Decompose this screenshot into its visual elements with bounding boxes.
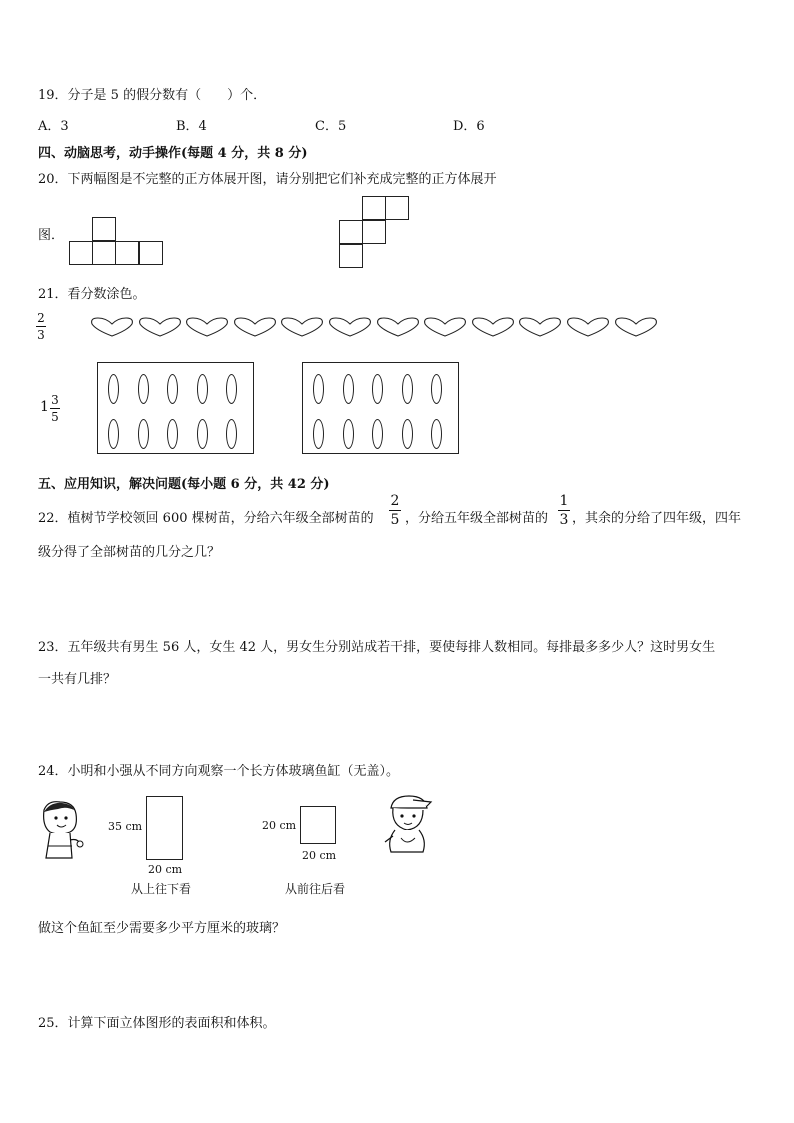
front-view-square bbox=[300, 806, 336, 844]
ellipse-shape bbox=[138, 374, 149, 404]
net1-square bbox=[92, 241, 116, 265]
ellipse-shape bbox=[431, 374, 442, 404]
ellipse-shape bbox=[343, 374, 354, 404]
q23-line1: 23．五年级共有男生 56 人，女生 42 人，男女生分别站成若干排，要使每排人数相同。每排最多多少人？这时男女生 bbox=[38, 640, 716, 655]
ellipse-shape bbox=[372, 419, 383, 449]
fraction-numerator: 3 bbox=[51, 393, 59, 407]
ellipse-shape bbox=[167, 374, 178, 404]
boy-figure-icon bbox=[36, 800, 84, 864]
ellipse-shape bbox=[226, 419, 237, 449]
fraction-denominator: 3 bbox=[37, 328, 45, 342]
ellipse-shape bbox=[108, 374, 119, 404]
section4-title: 四、动脑思考，动手操作(每题 4 分，共 8 分) bbox=[38, 146, 308, 161]
top-view-caption: 从上往下看 bbox=[131, 882, 192, 896]
ellipse-shape bbox=[167, 419, 178, 449]
heart-icon bbox=[423, 316, 467, 338]
ellipse-shape bbox=[313, 419, 324, 449]
q22-line2: 级分得了全部树苗的几分之几？ bbox=[38, 545, 221, 560]
ellipse-shape bbox=[197, 419, 208, 449]
ellipse-shape bbox=[343, 419, 354, 449]
front-view-bottom-label: 20 cm bbox=[302, 849, 337, 862]
ellipse-shape bbox=[372, 374, 383, 404]
fraction-two-fifths bbox=[389, 494, 401, 527]
net1-square bbox=[115, 241, 139, 265]
q19-text: 19．分子是 5 的假分数有（ ）个． bbox=[38, 88, 267, 103]
front-view-caption: 从前往后看 bbox=[285, 882, 346, 896]
ellipse-shape bbox=[197, 374, 208, 404]
top-view-bottom-label: 20 cm bbox=[148, 863, 183, 876]
heart-icon bbox=[280, 316, 324, 338]
q20-text: 20．下两幅图是不完整的正方体展开图，请分别把它们补充成完整的正方体展开 bbox=[38, 172, 497, 187]
ellipse-shape bbox=[402, 419, 413, 449]
top-view-rectangle bbox=[146, 796, 183, 860]
fraction-numerator: 1 bbox=[559, 493, 569, 509]
boy-with-cap-icon bbox=[383, 794, 435, 856]
q20-cont: 图． bbox=[38, 228, 65, 243]
heart-icon bbox=[614, 316, 658, 338]
ellipse-shape bbox=[108, 419, 119, 449]
fraction-denominator: 3 bbox=[559, 512, 569, 528]
heart-icon bbox=[233, 316, 277, 338]
heart-icon bbox=[376, 316, 420, 338]
fraction-denominator: 5 bbox=[51, 410, 59, 424]
net2-square bbox=[362, 220, 386, 244]
ellipse-shape bbox=[138, 419, 149, 449]
fraction-numerator: 2 bbox=[390, 493, 400, 509]
net2-square bbox=[362, 196, 386, 220]
heart-icon bbox=[90, 316, 134, 338]
net1-square bbox=[139, 241, 163, 265]
top-view-side-label: 35 cm bbox=[108, 820, 143, 833]
ellipse-shape bbox=[402, 374, 413, 404]
q22-part3: ，其余的分给了四年级，四年 bbox=[572, 511, 742, 526]
section5-title: 五、应用知识，解决问题(每小题 6 分，共 42 分) bbox=[38, 477, 330, 492]
heart-icon bbox=[185, 316, 229, 338]
heart-icon bbox=[518, 316, 562, 338]
ellipse-shape bbox=[431, 419, 442, 449]
q19-option-a: A．3 bbox=[38, 119, 69, 134]
q24-line1: 24．小明和小强从不同方向观察一个长方体玻璃鱼缸（无盖）。 bbox=[38, 764, 400, 779]
q19-option-b: B．4 bbox=[176, 119, 207, 134]
fraction-one-third bbox=[558, 494, 570, 527]
heart-icon bbox=[471, 316, 515, 338]
net1-square bbox=[92, 217, 116, 241]
fraction-two-thirds bbox=[36, 312, 46, 341]
q22-part2: ，分给五年级全部树苗的 bbox=[405, 511, 549, 526]
mixed-number-whole: 1 bbox=[40, 399, 49, 415]
fraction-denominator: 5 bbox=[390, 512, 400, 528]
net2-square bbox=[339, 220, 363, 244]
q23-line2: 一共有几排？ bbox=[38, 672, 117, 687]
fraction-three-fifths bbox=[50, 394, 60, 423]
heart-icon bbox=[138, 316, 182, 338]
front-view-side-label: 20 cm bbox=[262, 819, 297, 832]
q24-question: 做这个鱼缸至少需要多少平方厘米的玻璃？ bbox=[38, 921, 286, 936]
ellipse-shape bbox=[226, 374, 237, 404]
q22-part1: 22．植树节学校领回 600 棵树苗，分给六年级全部树苗的 bbox=[38, 511, 374, 526]
fraction-numerator: 2 bbox=[37, 311, 45, 325]
q19-option-c: C．5 bbox=[315, 119, 347, 134]
heart-icon bbox=[328, 316, 372, 338]
ellipse-shape bbox=[313, 374, 324, 404]
net1-square bbox=[69, 241, 93, 265]
q21-text: 21．看分数涂色。 bbox=[38, 287, 146, 302]
heart-icon bbox=[566, 316, 610, 338]
net2-square bbox=[385, 196, 409, 220]
q25-text: 25．计算下面立体图形的表面积和体积。 bbox=[38, 1016, 276, 1031]
net2-square bbox=[339, 244, 363, 268]
q19-option-d: D．6 bbox=[453, 119, 485, 134]
